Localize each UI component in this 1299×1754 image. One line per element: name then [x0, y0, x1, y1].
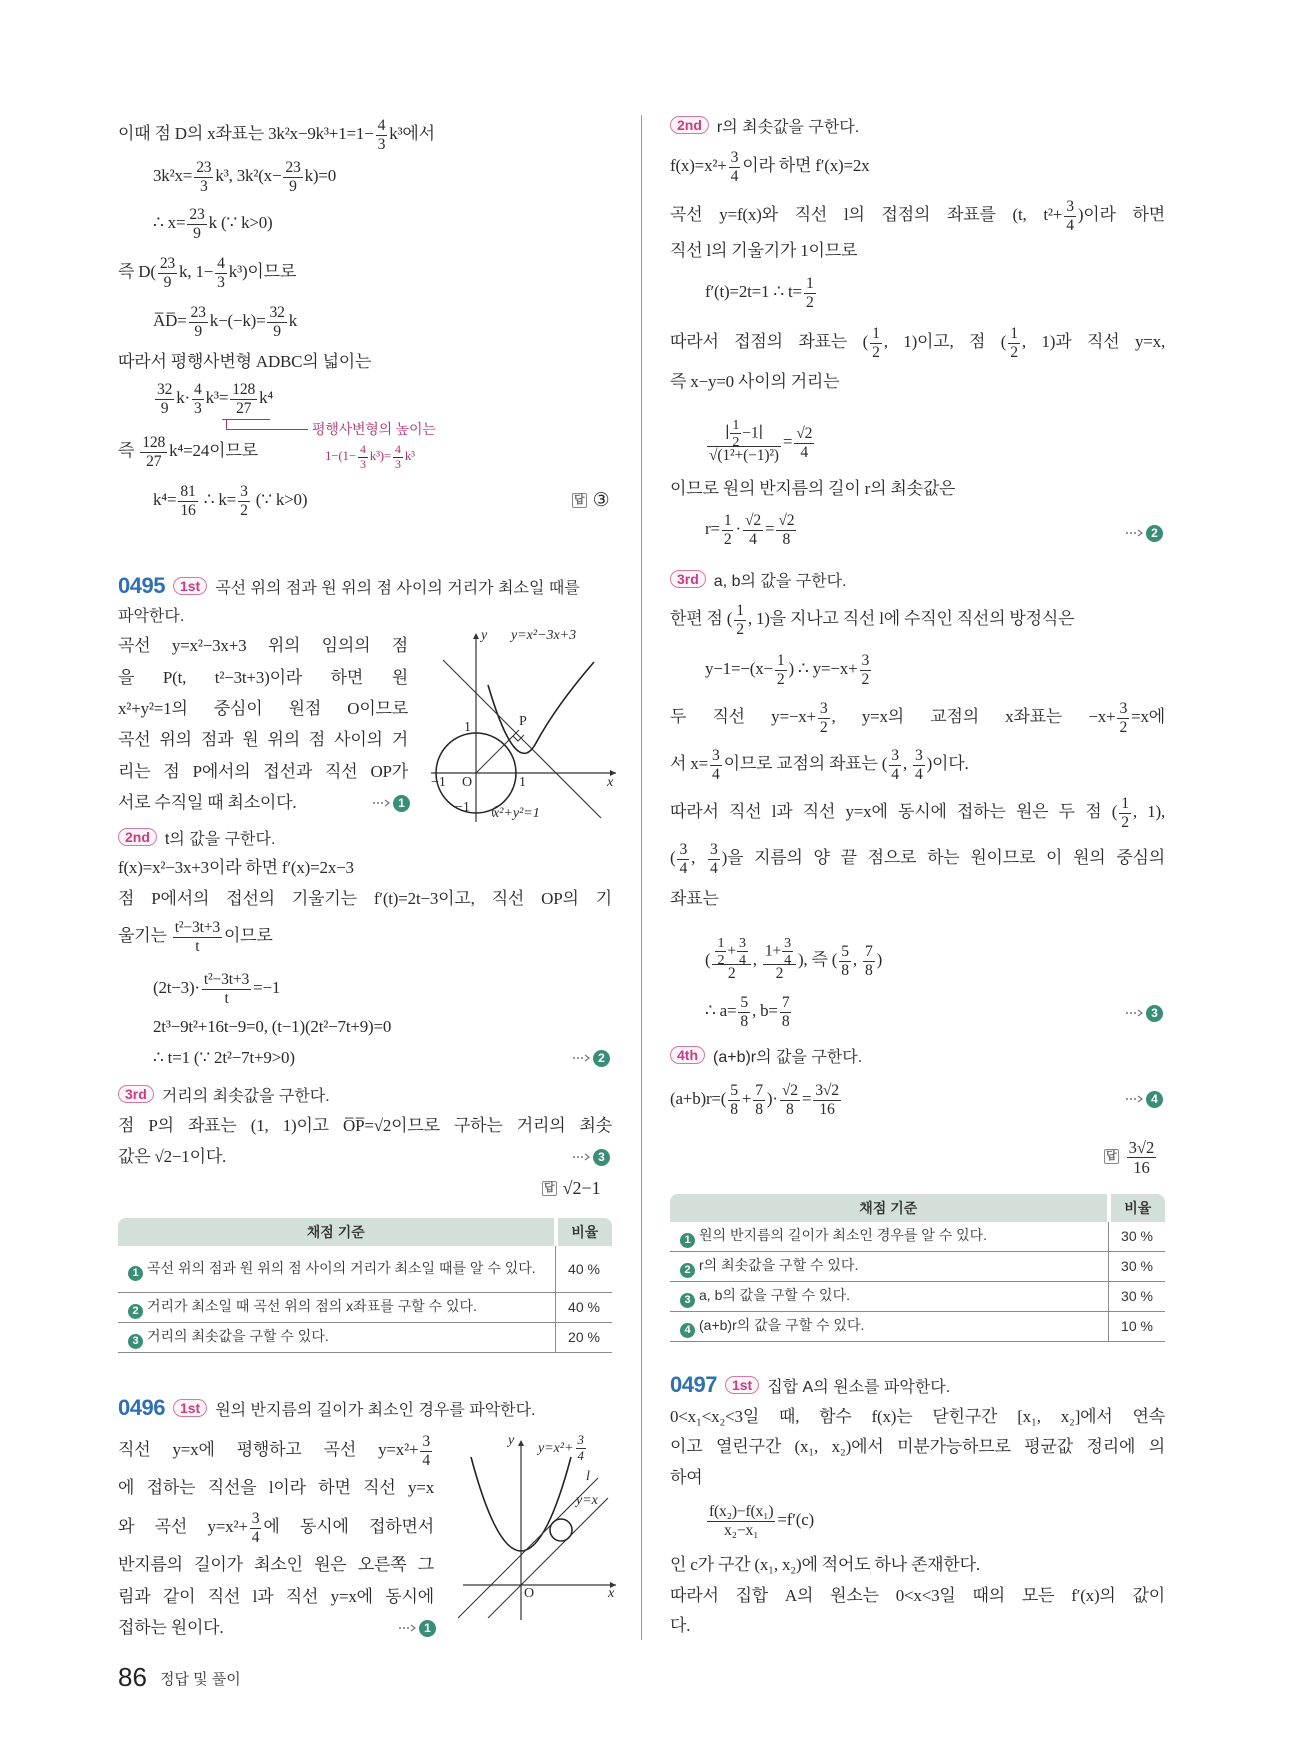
step-marker [372, 793, 410, 813]
solution-line: 값은 √2−1이다. [118, 1147, 227, 1166]
solution-line: 곡선 y=x²−3x+3 위의 임의의 점 [118, 636, 408, 655]
rate: 40 % [556, 1293, 613, 1323]
marker-number: 2 [128, 1304, 143, 1319]
dotted-arrow-icon [572, 1153, 590, 1161]
solution-line: 에 접하는 직선을 l이라 하면 직선 y=x [118, 1478, 434, 1497]
graph-label: O [462, 775, 473, 790]
rate: 20 % [556, 1323, 613, 1353]
graph-label: O [524, 1586, 535, 1601]
dotted-arrow-icon [1125, 1009, 1143, 1017]
solution-line: 이고 열린구간 (x₁, x₂)에서 미분가능하므로 평균값 정리에 의 [670, 1437, 1165, 1456]
marker-number: 2 [593, 1050, 610, 1067]
solution-line: 하여 [670, 1468, 703, 1487]
grading-table-0495 [118, 1218, 612, 1353]
step-title-continued: 파악한다. [118, 607, 185, 625]
marker-number: 4 [680, 1323, 695, 1338]
criterion: 곡선 위의 점과 원 위의 점 사이의 거리가 최소일 때를 알 수 있다. [147, 1259, 536, 1276]
table-row [670, 1252, 1165, 1282]
solution-line: 다. [670, 1616, 691, 1635]
table-header: 비율 [556, 1218, 613, 1246]
solution-line: 한편 점 ( $\frac{1}{2}$ , 1)을 지나고 직선 l에 수직인 직선의 방정식은 [670, 601, 1075, 638]
solution-line: f(x)=x²+ $\frac{3}{4}$ 이라 하면 f′(x)=2x [670, 148, 870, 185]
graph-label: y [481, 628, 488, 643]
solution-line: 따라서 평행사변형 ADBC의 넓이는 [118, 352, 372, 371]
solution-line: $\frac{32}{9}$ k· $\frac{4}{3}$ k³= $\frac{128}{27}$ k⁴ [157, 380, 274, 417]
solution-line: ( $\frac{1}{2}$ + $\frac{3}{4}$ 2 , 1+ $\frac{3}{4}$ 2 ), 즉 ( $\frac{5}{8}$ , $\frac{7}{8}$ ) [705, 934, 883, 983]
step-title: a, b의 값을 구한다. [713, 572, 847, 590]
dotted-arrow-icon [572, 1054, 590, 1062]
answer [572, 484, 610, 516]
solution-line: f′(t)=2t=1 ∴ t= $\frac{1}{2}$ [705, 274, 814, 311]
solution-line: 직선 l의 기울기가 1이므로 [670, 241, 858, 260]
marker-number: 2 [1146, 525, 1163, 542]
marker-number: 3 [128, 1334, 143, 1349]
step-marker [1125, 1089, 1163, 1109]
problem-number: 0495 [118, 573, 165, 598]
solution-line: 접하는 원이다. [118, 1618, 224, 1637]
answer-icon: 답 [1106, 1149, 1117, 1162]
step-title: r의 최솟값을 구한다. [716, 118, 860, 136]
answer [542, 1172, 601, 1204]
solution-line: x²+y²=1의 중심이 원점 O이므로 [118, 699, 408, 718]
step-title: 거리의 최솟값을 구한다. [161, 1087, 330, 1105]
solution-line: f(x)=x²−3x+3이라 하면 f′(x)=2x−3 [118, 858, 354, 877]
criterion: 거리가 최소일 때 곡선 위의 점의 x좌표를 구할 수 있다. [147, 1298, 477, 1314]
criterion: (a+b)r의 값을 구할 수 있다. [699, 1317, 865, 1333]
solution-line: 곡선 위의 점과 원 위의 점 사이의 거 [118, 730, 408, 749]
table-row [670, 1222, 1165, 1252]
graph-label: x [608, 1586, 615, 1601]
solution-line: 따라서 집합 A의 원소는 0<x<3일 때의 모든 f′(x)의 값이 [670, 1586, 1165, 1605]
graph-label: P [519, 714, 527, 729]
solution-line: (a+b)r=( $\frac{5}{8}$ + $\frac{7}{8}$ )· $\frac{√2}{8}$ = $\frac{3√2}{16}$ [670, 1081, 839, 1118]
step-marker [398, 1618, 436, 1638]
step-badge: 1st [173, 577, 207, 595]
solution-line: $\frac{\text{f(x₂)−f(x₁)}}{\text{x₂−x₁}}$ =f′(c) [709, 1502, 814, 1539]
step-badge: 3rd [118, 1085, 154, 1103]
table-header: 비율 [1109, 1194, 1166, 1222]
solution-line: 리는 점 P에서의 접선과 직선 OP가 [118, 762, 408, 781]
problem-header-0497 [670, 1370, 950, 1400]
criterion: r의 최솟값을 구할 수 있다. [699, 1257, 859, 1273]
marker-number: 3 [680, 1293, 695, 1308]
problem-header-0495 [118, 571, 580, 601]
table-row [670, 1312, 1165, 1342]
table-row [118, 1246, 612, 1293]
segment-op [476, 730, 519, 773]
solution-line: ∴ t=1 (∵ 2t²−7t+9>0) [153, 1048, 295, 1067]
dotted-arrow-icon [372, 799, 390, 807]
solution-line: 곡선 y=f(x)와 직선 l의 접점의 좌표를 (t, t²+ $\frac{3}{4}$ )이라 하면 [670, 197, 1166, 234]
parabola [488, 662, 594, 753]
graph-label: y=x²+ $\frac{3}{4}$ [538, 1433, 584, 1464]
solution-line: 두 직선 y=−x+ $\frac{3}{2}$ , y=x의 교점의 x좌표는 −x+ $\frac{3}{2}$ =x에 [670, 699, 1165, 736]
graph-label: y [508, 1433, 515, 1448]
solution-line: 2t³−9t²+16t−9=0, (t−1)(2t²−7t+9)=0 [153, 1017, 392, 1036]
answer-icon: 답 [574, 493, 585, 506]
problem-number: 0496 [118, 1395, 165, 1420]
step-header [670, 1040, 862, 1070]
graph-0496-plot [458, 1433, 618, 1622]
solution-line: 와 곡선 y=x²+ $\frac{3}{4}$ 에 동시에 접하면서 [118, 1509, 434, 1546]
answer-value: $\frac{3√2}{16}$ [1128, 1137, 1155, 1177]
solution-line: 0<x₁<x₂<3일 때, 함수 f(x)는 닫힌구간 [x₁, x₂]에서 연속 [670, 1407, 1165, 1426]
rate: 10 % [1109, 1312, 1166, 1342]
table-row [118, 1293, 612, 1323]
marker-number: 1 [128, 1266, 143, 1281]
table-row [118, 1323, 612, 1353]
step-badge: 1st [725, 1376, 759, 1394]
solution-line: (2t−3)· $\frac{\text{t²−3t+3}}{t}$ =−1 [153, 970, 281, 1007]
answer-value: ③ [592, 489, 610, 511]
solution-line: 인 c가 구간 (x₁, x₂)에 적어도 하나 존재한다. [670, 1555, 980, 1574]
marker-number: 3 [593, 1149, 610, 1166]
graph-label: 1 [519, 775, 526, 790]
solution-line: 좌표는 [670, 889, 719, 908]
step-marker [1125, 523, 1163, 543]
solution-line: 직선 y=x에 평행하고 곡선 y=x²+ $\frac{3}{4}$ [118, 1432, 430, 1469]
marker-number: 1 [680, 1233, 695, 1248]
dotted-arrow-icon [398, 1624, 416, 1632]
table-header: 채점 기준 [118, 1218, 556, 1246]
problem-number: 0497 [670, 1372, 717, 1397]
solution-line: 반지름의 길이가 최소인 원은 오른쪽 그 [118, 1555, 434, 1574]
graph-label: l [586, 1469, 590, 1484]
step-header [670, 564, 847, 594]
graph-0496 [458, 1433, 618, 1622]
rate: 30 % [1109, 1282, 1166, 1312]
dotted-arrow-icon [1125, 1095, 1143, 1103]
solution-line: 이때 점 D의 x좌표는 3k²x−9k³+1=1− $\frac{4}{3}$ k³에서 [118, 116, 435, 153]
step-header [118, 1079, 330, 1109]
marker-number: 1 [419, 1620, 436, 1637]
solution-line: r= $\frac{1}{2}$ · $\frac{√2}{4}$ = $\frac{√2}{8}$ [705, 511, 795, 548]
page-number: 86 [118, 1662, 147, 1692]
graph-label: x [607, 775, 614, 790]
step-title: 곡선 위의 점과 원 위의 점 사이의 거리가 최소일 때를 [215, 579, 580, 597]
graph-label: x²+y²=1 [493, 806, 540, 821]
solution-line: 따라서 직선 l과 직선 y=x에 동시에 접하는 원은 두 점 ( $\frac{1}{2}$ , 1), [670, 794, 1165, 831]
annotation-formula: 1−(1− $\frac{4}{3}$ k³)= $\frac{4}{3}$ k³ [325, 441, 415, 471]
solution-line: 서 x= $\frac{3}{4}$ 이므로 교점의 좌표는 ( $\frac{3}{4}$ , $\frac{3}{4}$ )이다. [670, 746, 969, 783]
rate: 30 % [1109, 1222, 1166, 1252]
solution-line: ∴ a= $\frac{5}{8}$ , b= $\frac{7}{8}$ [705, 993, 790, 1030]
tangent-line [443, 660, 601, 818]
solution-line: ∣ $\frac{1}{2}$ −1∣ √(1²+(−1)²) = $\frac{√2}{4}$ [709, 416, 813, 465]
column-divider [641, 115, 642, 1640]
solution-line: 을 P(t, t²−3t+3)이라 하면 원 [118, 668, 408, 687]
criterion: 거리의 최솟값을 구할 수 있다. [147, 1328, 329, 1344]
marker-number: 2 [680, 1263, 695, 1278]
solution-line: 3k²x= $\frac{23}{3}$ k³, 3k²(x− $\frac{23}{9}$ k)=0 [153, 158, 337, 195]
marker-number: 4 [1146, 1091, 1163, 1108]
solution-line: 림과 같이 직선 l과 직선 y=x에 동시에 [118, 1587, 434, 1606]
step-title: 원의 반지름의 길이가 최소인 경우를 파악한다. [215, 1401, 536, 1419]
annotation-connector [226, 419, 227, 429]
answer-icon: 답 [544, 1181, 555, 1194]
y-axis-arrow [473, 633, 479, 639]
step-badge: 1st [173, 1399, 207, 1417]
step-header [670, 110, 859, 140]
dotted-arrow-icon [1125, 529, 1143, 537]
graph-label: −1 [431, 775, 446, 790]
step-title: (a+b)r의 값을 구한다. [713, 1048, 863, 1066]
step-title: 집합 A의 원소를 파악한다. [767, 1378, 951, 1396]
graph-label: y=x²−3x+3 [511, 628, 577, 643]
graph-label: 1 [464, 720, 471, 735]
annotation-connector [226, 429, 308, 430]
problem-header-0496 [118, 1393, 536, 1423]
y-axis-arrow [518, 1440, 524, 1446]
marker-number: 3 [1146, 1005, 1163, 1022]
solution-line: y−1=−(x− $\frac{1}{2}$ ) ∴ y=−x+ $\frac{3}{2}$ [705, 651, 870, 688]
step-badge: 3rd [670, 570, 706, 588]
step-badge: 4th [670, 1046, 705, 1064]
solution-line: 즉 D( $\frac{23}{9}$ k, 1− $\frac{4}{3}$ k³)이므로 [118, 254, 297, 291]
solution-line: A̅D̅= $\frac{23}{9}$ k−(−k)= $\frac{32}{9}$ k [153, 303, 298, 340]
solution-line: 점 P에서의 접선의 기울기는 f′(t)=2t−3이고, 직선 OP의 기 [118, 889, 612, 908]
solution-line: 따라서 접점의 좌표는 ( $\frac{1}{2}$ , 1)이고, 점 ( $\frac{1}{2}$ , 1)과 직선 y=x, [670, 324, 1166, 361]
annotation-label: 평행사변형의 높이는 [312, 421, 436, 437]
graph-0495 [431, 630, 621, 825]
step-badge: 2nd [118, 828, 157, 846]
rate: 30 % [1109, 1252, 1166, 1282]
marker-number: 1 [393, 795, 410, 812]
tangent-circle [550, 1519, 572, 1541]
step-marker [572, 1048, 610, 1068]
step-marker [1125, 1003, 1163, 1023]
step-header [118, 822, 275, 852]
step-title: t의 값을 구한다. [164, 830, 276, 848]
section-title: 정답 및 풀이 [160, 1671, 241, 1688]
grading-table-0496 [670, 1194, 1165, 1342]
solution-line: 즉 x−y=0 사이의 거리는 [670, 372, 840, 391]
line-y-equals-x [488, 1498, 608, 1618]
rate: 40 % [556, 1246, 613, 1293]
step-badge: 2nd [670, 116, 709, 134]
answer [1104, 1137, 1158, 1177]
solution-line: 서로 수직일 때 최소이다. [118, 793, 297, 812]
table-row [670, 1282, 1165, 1312]
criterion: 원의 반지름의 길이가 최소인 경우를 알 수 있다. [699, 1227, 988, 1243]
solution-line: ∴ x= $\frac{23}{9}$ k (∵ k>0) [153, 205, 273, 242]
solution-line: 울기는 $\frac{\text{t²−3t+3}}{t}$ 이므로 [118, 918, 273, 955]
annotation-underline [222, 419, 270, 420]
solution-line: k⁴= $\frac{81}{16}$ ∴ k= $\frac{3}{2}$ (∵ k>0) [153, 482, 308, 519]
graph-label: y=x [576, 1493, 598, 1508]
table-header: 채점 기준 [670, 1194, 1109, 1222]
step-marker [572, 1147, 610, 1167]
solution-line: ( $\frac{3}{4}$ , $\frac{3}{4}$ )을 지름의 양 끝 점으로 하는 원이므로 이 원의 중심의 [670, 840, 1165, 877]
criterion: a, b의 값을 구할 수 있다. [699, 1287, 850, 1303]
answer-value: √2−1 [562, 1177, 601, 1198]
solution-line: 이므로 원의 반지름의 길이 r의 최솟값은 [670, 479, 956, 498]
solution-line: 즉 $\frac{128}{27}$ k⁴=24이므로 [118, 433, 258, 470]
graph-label: −1 [455, 800, 470, 815]
solution-line: 점 P의 좌표는 (1, 1)이고 O̅P̅=√2이므로 구하는 거리의 최솟 [118, 1116, 612, 1135]
